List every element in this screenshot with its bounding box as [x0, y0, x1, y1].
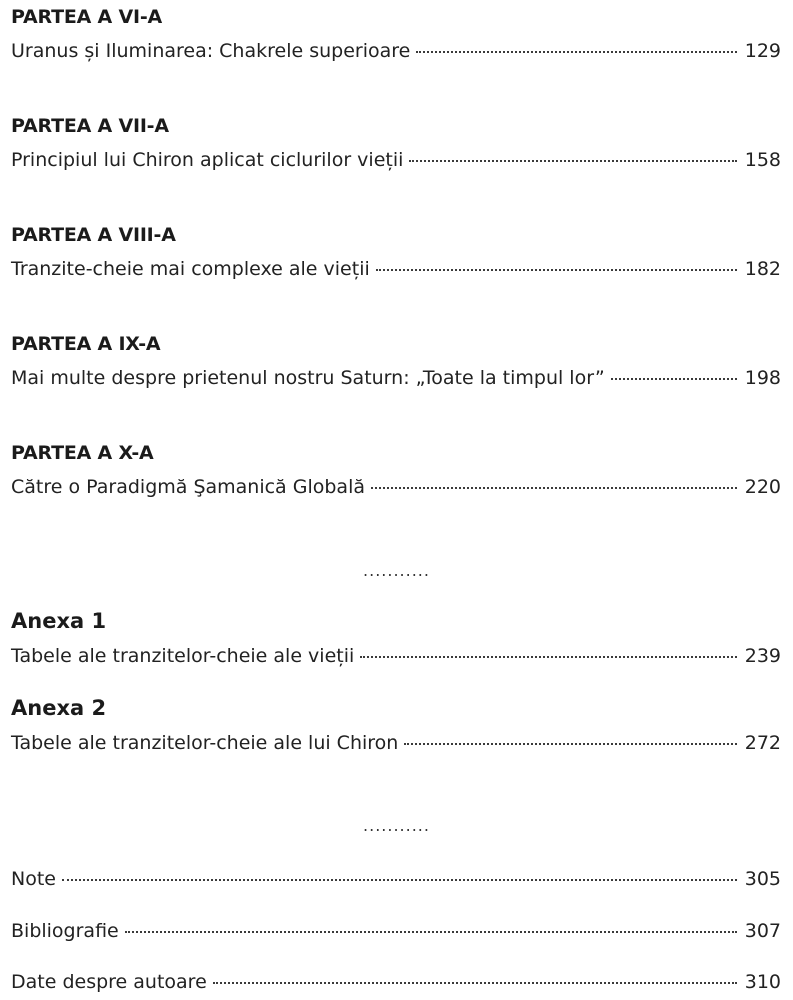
toc-entry-title: Principiul lui Chiron aplicat ciclurilor vieții	[11, 149, 404, 171]
toc-entry-page: 158	[744, 149, 781, 171]
dot-leader	[371, 487, 737, 489]
toc-entry-page: 220	[744, 476, 781, 498]
toc-part-10	[11, 441, 781, 500]
dot-leader	[416, 51, 736, 53]
dot-leader	[360, 656, 736, 658]
toc-entry[interactable]	[11, 918, 781, 944]
toc-entry[interactable]	[11, 256, 781, 282]
toc-entry-page: 239	[744, 645, 781, 667]
toc-part-9	[11, 332, 781, 391]
toc-entry[interactable]	[11, 969, 781, 995]
annex-heading: Anexa 2	[11, 696, 107, 720]
toc-entry-page: 310	[744, 971, 781, 993]
toc-annex-2	[11, 695, 781, 756]
toc-entry-page: 272	[744, 732, 781, 754]
toc-entry-page: 307	[744, 920, 781, 942]
toc-entry[interactable]	[11, 38, 781, 64]
toc-part-7	[11, 114, 781, 173]
part-heading: PARTEA A X-A	[11, 442, 154, 464]
part-heading: PARTEA A IX-A	[11, 333, 161, 355]
toc-entry-title: Tranzite-cheie mai complexe ale vieții	[11, 258, 370, 280]
toc-annex-1	[11, 608, 781, 669]
toc-entry-title: Tabele ale tranzitelor-cheie ale vieții	[11, 645, 355, 667]
toc-entry[interactable]	[11, 365, 781, 391]
toc-entry-title: Către o Paradigmă Şamanică Globală	[11, 476, 365, 498]
toc-entry-title: Bibliografie	[11, 920, 119, 942]
dot-leader	[409, 160, 736, 162]
section-separator: ...........	[363, 816, 430, 835]
toc-entry[interactable]	[11, 730, 781, 756]
toc-entry[interactable]	[11, 643, 781, 669]
part-heading: PARTEA A VI-A	[11, 6, 163, 28]
toc-end-matter-notes	[11, 866, 781, 892]
dot-leader	[62, 879, 737, 881]
part-heading: PARTEA A VIII-A	[11, 224, 176, 246]
toc-entry-title: Date despre autoare	[11, 971, 207, 993]
toc-entry-title: Tabele ale tranzitelor-cheie ale lui Chiron	[11, 732, 399, 754]
toc-entry-title: Note	[11, 868, 56, 890]
toc-part-6	[11, 5, 781, 64]
toc-end-matter-bibliography	[11, 918, 781, 944]
dot-leader	[125, 931, 737, 933]
toc-entry-page: 198	[744, 367, 781, 389]
toc-entry-title: Mai multe despre prietenul nostru Saturn: „Toate la timpul lor”	[11, 367, 605, 389]
dot-leader	[611, 378, 737, 380]
dot-leader	[376, 269, 737, 271]
dot-leader	[213, 982, 737, 984]
part-heading: PARTEA A VII-A	[11, 115, 169, 137]
toc-entry[interactable]	[11, 147, 781, 173]
annex-heading: Anexa 1	[11, 609, 107, 633]
dot-leader	[404, 743, 736, 745]
toc-entry-page: 129	[744, 40, 781, 62]
toc-end-matter-author	[11, 969, 781, 995]
toc-entry-page: 305	[744, 868, 781, 890]
toc-entry[interactable]	[11, 866, 781, 892]
toc-entry-title: Uranus și Iluminarea: Chakrele superioare	[11, 40, 411, 62]
section-separator: ...........	[363, 561, 430, 580]
toc-part-8	[11, 223, 781, 282]
toc-entry[interactable]	[11, 474, 781, 500]
toc-entry-page: 182	[744, 258, 781, 280]
